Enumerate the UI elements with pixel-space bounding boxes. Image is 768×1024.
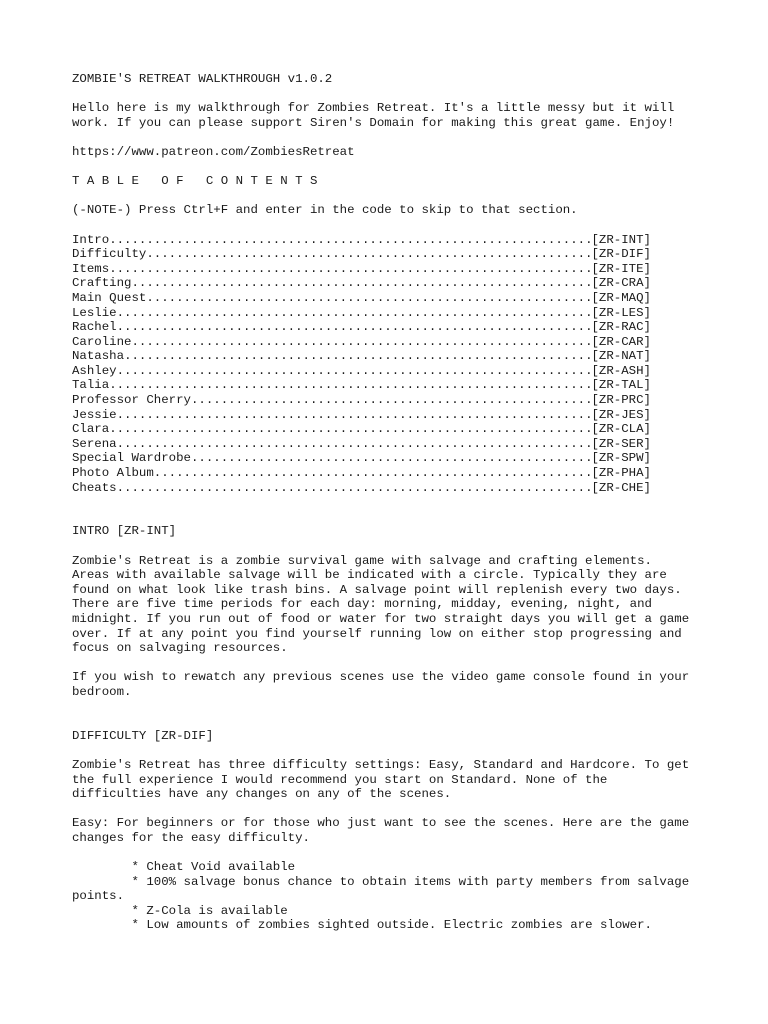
spacer xyxy=(72,160,712,175)
toc-leader xyxy=(191,393,592,408)
table-of-contents xyxy=(72,233,712,496)
toc-code: [ZR-JES] xyxy=(591,407,651,422)
spacer xyxy=(72,87,712,102)
toc-leader xyxy=(109,422,591,437)
bullet-item: * 100% salvage bonus chance to obtain items with party members from salvage points. xyxy=(72,874,690,904)
walkthrough-document xyxy=(72,72,712,933)
toc-leader xyxy=(124,349,591,364)
toc-label: Rachel xyxy=(72,320,117,335)
toc-label: Professor Cherry xyxy=(72,393,191,408)
toc-label: Leslie xyxy=(72,305,117,320)
toc-row xyxy=(72,291,651,306)
toc-code: [ZR-RAC] xyxy=(591,320,651,335)
toc-leader xyxy=(117,408,592,423)
toc-label: Cheats xyxy=(72,480,117,495)
toc-row xyxy=(72,364,651,379)
spacer xyxy=(72,714,712,729)
toc-leader xyxy=(109,233,591,248)
patreon-link[interactable]: https://www.patreon.com/ZombiesRetreat xyxy=(72,144,355,159)
toc-label: Talia xyxy=(72,378,110,393)
toc-code: [ZR-ASH] xyxy=(591,363,651,378)
toc-code: [ZR-CHE] xyxy=(591,480,651,495)
toc-row xyxy=(72,451,651,466)
spacer xyxy=(72,802,712,817)
toc-leader xyxy=(117,437,592,452)
toc-row xyxy=(72,408,651,423)
toc-code: [ZR-DIF] xyxy=(591,247,651,262)
toc-label: Photo Album xyxy=(72,466,154,481)
toc-code: [ZR-ITE] xyxy=(591,261,651,276)
spacer xyxy=(72,510,712,525)
difficulty-heading: DIFFICULTY [ZR-DIF] xyxy=(72,728,214,743)
spacer xyxy=(72,495,712,510)
spacer xyxy=(72,218,712,233)
spacer xyxy=(72,845,712,860)
toc-leader xyxy=(132,335,592,350)
spacer xyxy=(72,700,712,715)
toc-label: Main Quest xyxy=(72,290,147,305)
intro-body: Zombie's Retreat is a zombie survival game with salvage and crafting elements. Areas with available salvage will be indicated with a circle. Typically they are found on what look like trash bins. A salvage point will replenish every two days. There are five time periods for each day: morning, midday, evening, night, and midnight. If you run out of food or water for two straight days you will get a game over. If at any point you find yourself running low on either stop progressing and focus on salvaging resources. xyxy=(72,553,690,656)
easy-body: Easy: For beginners or for those who just want to see the scenes. Here are the game changes for the easy difficulty. xyxy=(72,816,690,845)
toc-row xyxy=(72,349,651,364)
toc-code: [ZR-MAQ] xyxy=(591,290,651,305)
bullet-item: * Z-Cola is available xyxy=(72,903,288,918)
toc-label: Caroline xyxy=(72,334,132,349)
toc-row xyxy=(72,422,651,437)
toc-label: Crafting xyxy=(72,276,132,291)
toc-code: [ZR-CAR] xyxy=(591,334,651,349)
intro-text: Hello here is my walkthrough for Zombies Retreat. It's a little messy but it will work. If you can please support Siren's Domain for making this great game. Enjoy! xyxy=(72,101,675,130)
toc-code: [ZR-PHA] xyxy=(591,466,651,481)
toc-code: [ZR-TAL] xyxy=(591,378,651,393)
intro-rewatch: If you wish to rewatch any previous scenes use the video game console found in your bedroom. xyxy=(72,670,690,699)
toc-leader xyxy=(146,291,591,306)
intro-heading: INTRO [ZR-INT] xyxy=(72,524,177,539)
spacer xyxy=(72,743,712,758)
toc-row xyxy=(72,378,651,393)
toc-code: [ZR-PRC] xyxy=(591,393,651,408)
toc-label: Serena xyxy=(72,436,117,451)
toc-row xyxy=(72,466,651,481)
toc-row xyxy=(72,393,651,408)
toc-leader xyxy=(191,451,592,466)
toc-code: [ZR-LES] xyxy=(591,305,651,320)
toc-leader xyxy=(117,481,592,496)
toc-code: [ZR-INT] xyxy=(591,232,651,247)
toc-label: Intro xyxy=(72,232,110,247)
difficulty-body: Zombie's Retreat has three difficulty settings: Easy, Standard and Hardcore. To get the full experience I would recommend you start on Standard. None of the difficulties have any changes on any of the scenes. xyxy=(72,757,690,802)
spacer xyxy=(72,656,712,671)
toc-code: [ZR-NAT] xyxy=(591,349,651,364)
toc-row xyxy=(72,262,651,277)
toc-row xyxy=(72,276,651,291)
document-title: ZOMBIE'S RETREAT WALKTHROUGH v1.0.2 xyxy=(72,72,333,86)
toc-row xyxy=(72,306,651,321)
toc-leader xyxy=(146,247,591,262)
bullet-item: * Low amounts of zombies sighted outside. Electric zombies are slower. xyxy=(72,918,652,933)
toc-row xyxy=(72,320,651,335)
spacer xyxy=(72,539,712,554)
toc-leader xyxy=(117,320,592,335)
toc-label: Natasha xyxy=(72,349,125,364)
toc-code: [ZR-CLA] xyxy=(591,422,651,437)
bullet-item: * Cheat Void available xyxy=(72,860,296,875)
toc-label: Clara xyxy=(72,422,110,437)
toc-note: (-NOTE-) Press Ctrl+F and enter in the code to skip to that section. xyxy=(72,203,578,218)
toc-code: [ZR-SER] xyxy=(591,436,651,451)
toc-row xyxy=(72,481,651,496)
toc-label: Ashley xyxy=(72,363,117,378)
toc-leader xyxy=(109,378,591,393)
toc-leader xyxy=(117,306,592,321)
spacer xyxy=(72,130,712,145)
toc-label: Special Wardrobe xyxy=(72,451,191,466)
spacer xyxy=(72,189,712,204)
toc-leader xyxy=(132,276,592,291)
toc-code: [ZR-SPW] xyxy=(591,451,651,466)
toc-label: Items xyxy=(72,261,110,276)
toc-leader xyxy=(117,364,592,379)
toc-row xyxy=(72,437,651,452)
toc-row xyxy=(72,335,651,350)
toc-leader xyxy=(154,466,592,481)
toc-label: Difficulty xyxy=(72,247,147,262)
toc-row xyxy=(72,233,651,248)
toc-label: Jessie xyxy=(72,407,117,422)
toc-leader xyxy=(109,262,591,277)
toc-code: [ZR-CRA] xyxy=(591,276,651,291)
toc-heading: T A B L E O F C O N T E N T S xyxy=(72,174,318,189)
toc-row xyxy=(72,247,651,262)
